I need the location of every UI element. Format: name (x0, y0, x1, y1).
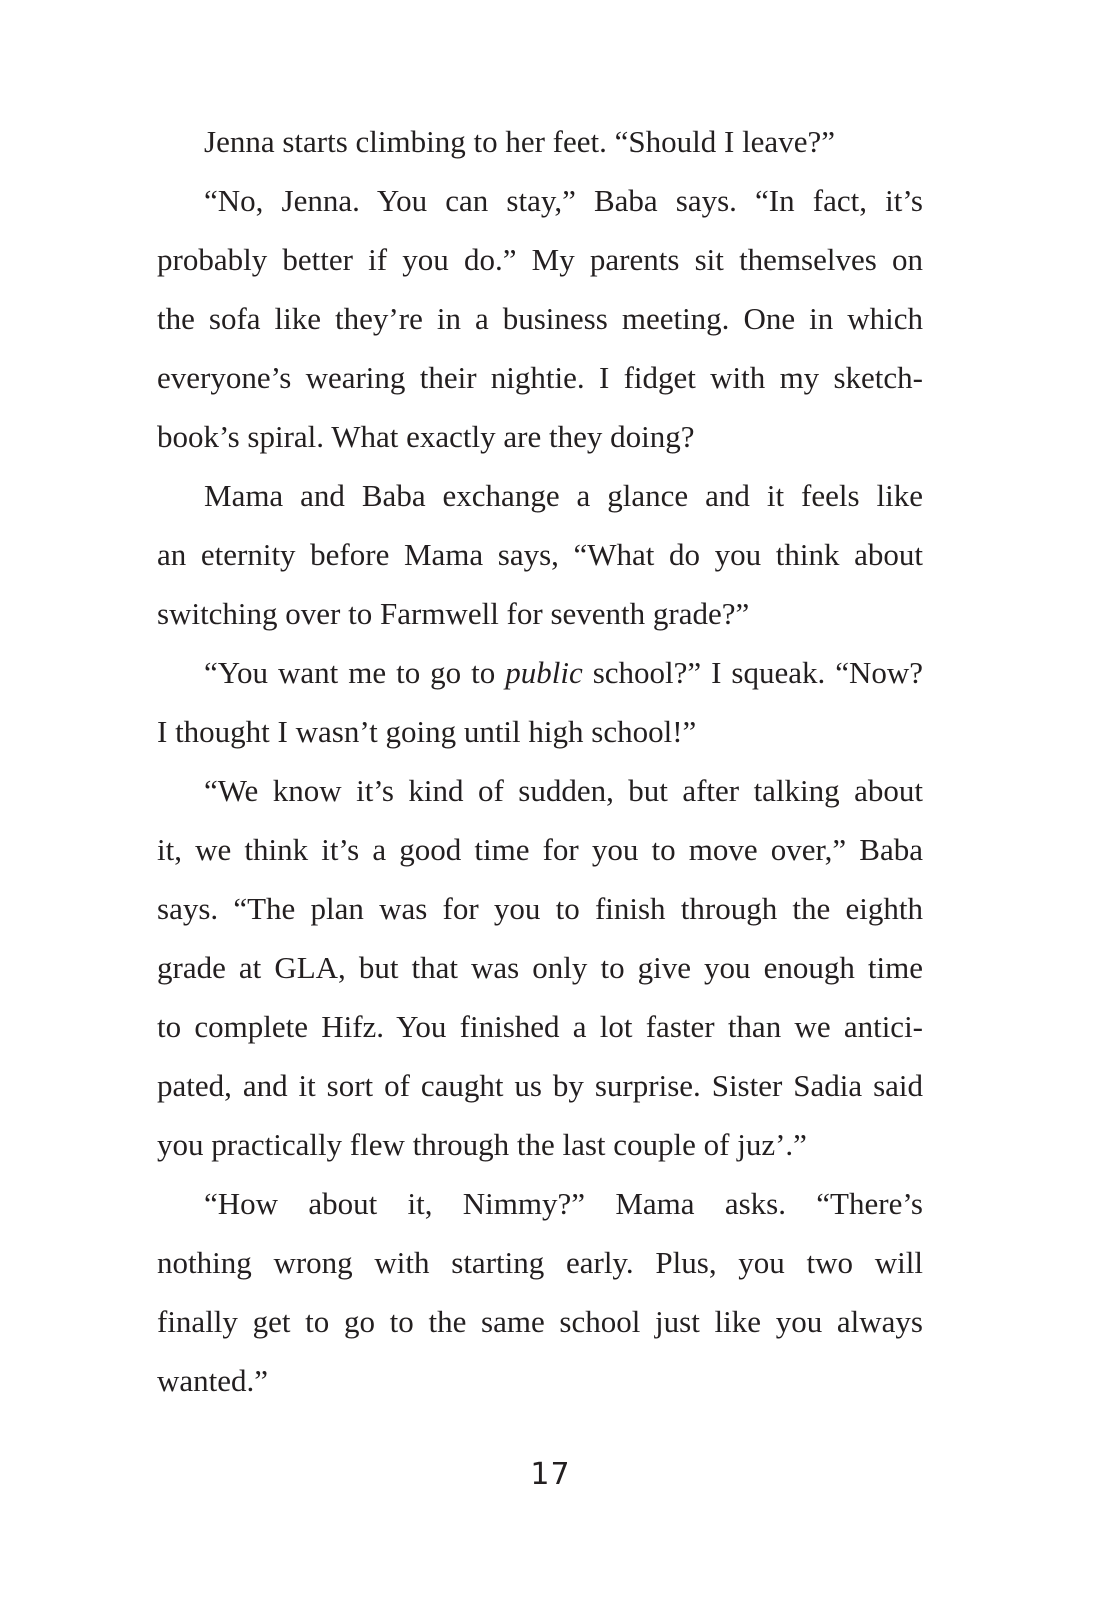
text-line: “We know it’s kind of sudden, but after talking about (204, 773, 923, 808)
text-line: Jenna starts climbing to her feet. “Should I leave?” (204, 124, 835, 159)
text-line: pated, and it sort of caught us by surprise. Sister Sadia said (157, 1068, 923, 1103)
paragraph (157, 112, 923, 171)
paragraph (157, 1174, 923, 1410)
paragraph (157, 466, 923, 643)
text-line: an eternity before Mama says, “What do you think about (157, 537, 923, 572)
text-line: you practically flew through the last couple of juz’.” (157, 1127, 807, 1162)
text-line: to complete Hifz. You finished a lot faster than we antici- (157, 1009, 923, 1044)
emphasized-word: public (505, 655, 583, 690)
text-line: it, we think it’s a good time for you to move over,” Baba (157, 832, 923, 867)
text-line: wanted.” (157, 1363, 269, 1398)
body-text (157, 112, 923, 1410)
text-run: school?” I squeak. “Now? (582, 655, 923, 690)
text-line: says. “The plan was for you to finish through the eighth (157, 891, 923, 926)
text-line: “How about it, Nimmy?” Mama asks. “There’s (204, 1186, 923, 1221)
text-line: Mama and Baba exchange a glance and it feels like (204, 478, 923, 513)
text-line: nothing wrong with starting early. Plus, you two will (157, 1245, 923, 1280)
paragraph (157, 171, 923, 466)
text-line: finally get to go to the same school just like you always (157, 1304, 923, 1339)
paragraph (157, 643, 923, 761)
text-line: the sofa like they’re in a business meeting. One in which (157, 301, 923, 336)
text-run: “You want me to go to (204, 655, 506, 690)
text-line: I thought I wasn’t going until high school!” (157, 714, 697, 749)
paragraph (157, 761, 923, 1174)
text-line: book’s spiral. What exactly are they doing? (157, 419, 695, 454)
page-number: 17 (530, 1457, 571, 1492)
text-line: switching over to Farmwell for seventh grade?” (157, 596, 750, 631)
text-line (157, 643, 923, 702)
text-line: everyone’s wearing their nightie. I fidget with my sketch- (157, 360, 923, 395)
text-line: probably better if you do.” My parents sit themselves on (157, 242, 923, 277)
text-line: grade at GLA, but that was only to give you enough time (157, 950, 923, 985)
text-line: “No, Jenna. You can stay,” Baba says. “In fact, it’s (204, 183, 923, 218)
